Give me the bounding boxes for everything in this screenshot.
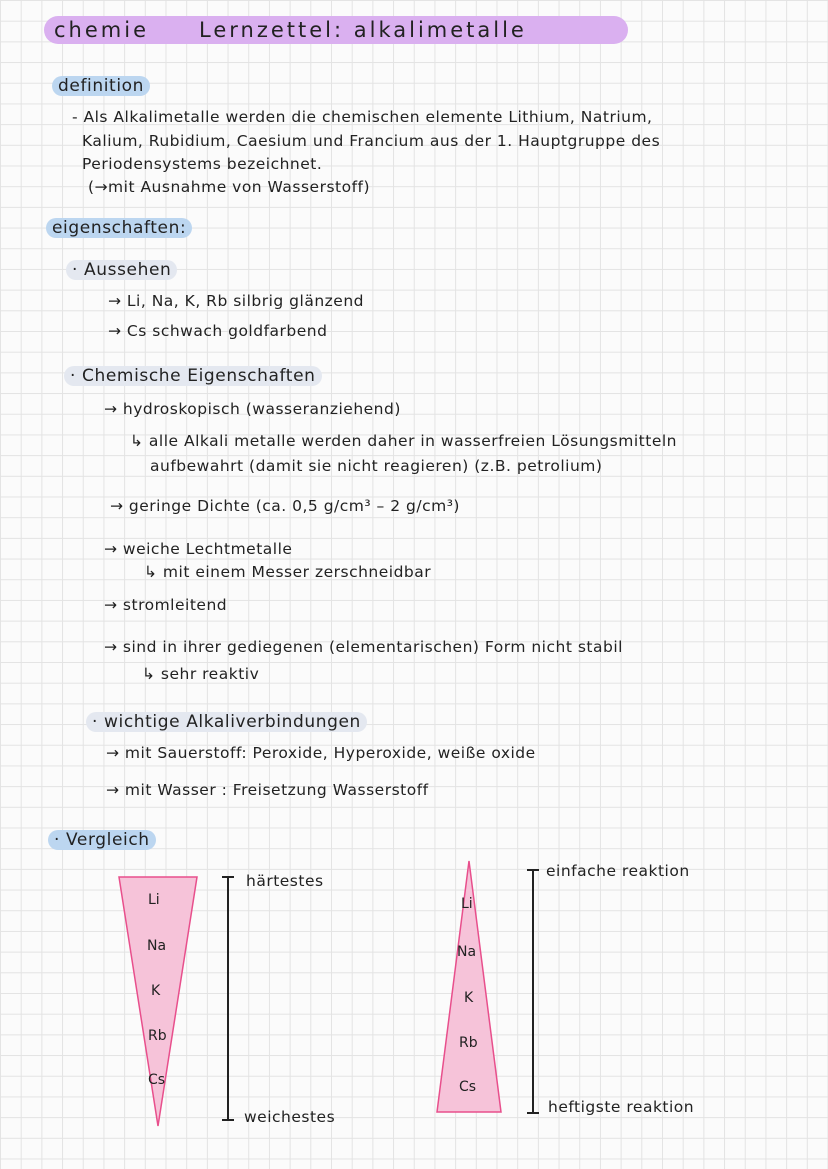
verbindungen-line-2: → mit Wasser : Freisetzung Wasserstoff <box>106 781 429 799</box>
definition-line-4: (→mit Ausnahme von Wasserstoff) <box>88 178 371 196</box>
right-bottom-label: heftigste reaktion <box>548 1098 695 1116</box>
verbindungen-line-1: → mit Sauerstoff: Peroxide, Hyperoxide, weiße oxide <box>106 744 536 762</box>
vergleich-heading: · Vergleich <box>48 830 156 850</box>
chemische-item-2: ↳ alle Alkali metalle werden daher in wasserfreien Lösungsmitteln <box>130 432 677 450</box>
hardness-triangle <box>118 876 198 1128</box>
definition-line-3: Periodensystems bezeichnet. <box>82 155 323 173</box>
left-scale-bottom-tick <box>222 1119 234 1121</box>
left-element-cs: Cs <box>148 1072 166 1088</box>
page-title: Lernzettel: alkalimetalle <box>199 18 527 42</box>
hardness-triangle-shape <box>119 877 197 1126</box>
chemische-item-6: ↳ mit einem Messer zerschneidbar <box>144 563 432 581</box>
right-element-na: Na <box>457 944 477 960</box>
right-element-rb: Rb <box>459 1035 478 1051</box>
chemische-item-9: ↳ sehr reaktiv <box>142 665 260 683</box>
chemische-item-8: → sind in ihrer gediegenen (elementarischen) Form nicht stabil <box>104 638 623 656</box>
chemische-item-1: → hydroskopisch (wasseranziehend) <box>104 400 401 418</box>
definition-line-2: Kalium, Rubidium, Caesium und Francium aus der 1. Hauptgruppe des <box>82 132 661 150</box>
left-bottom-label: weichestes <box>244 1108 336 1126</box>
chemische-item-4: → geringe Dichte (ca. 0,5 g/cm³ – 2 g/cm³) <box>110 497 460 515</box>
left-element-na: Na <box>147 938 167 954</box>
chemische-item-5: → weiche Lechtmetalle <box>104 540 293 558</box>
left-scale-line <box>227 876 229 1120</box>
aussehen-line-2: → Cs schwach goldfarbend <box>108 322 328 340</box>
chemische-item-3: aufbewahrt (damit sie nicht reagieren) (z.B. petrolium) <box>150 457 603 475</box>
left-element-rb: Rb <box>148 1028 167 1044</box>
aussehen-line-1: → Li, Na, K, Rb silbrig glänzend <box>108 292 364 310</box>
left-top-label: härtestes <box>246 872 324 890</box>
right-top-label: einfache reaktion <box>546 862 690 880</box>
right-scale-line <box>532 869 534 1113</box>
definition-line-1: - Als Alkalimetalle werden die chemischen elemente Lithium, Natrium, <box>72 108 653 126</box>
left-element-li: Li <box>148 892 160 908</box>
verbindungen-heading: · wichtige Alkaliverbindungen <box>86 712 367 732</box>
eigenschaften-heading: eigenschaften: <box>46 218 192 238</box>
subject-label: chemie <box>54 18 149 42</box>
definition-heading: definition <box>52 76 150 96</box>
right-scale-bottom-tick <box>527 1112 539 1114</box>
chemische-heading: · Chemische Eigenschaften <box>64 366 322 386</box>
chemische-item-7: → stromleitend <box>104 596 228 614</box>
right-element-cs: Cs <box>459 1079 477 1095</box>
title-banner <box>44 16 628 44</box>
right-element-k: K <box>464 990 474 1006</box>
aussehen-heading: · Aussehen <box>66 260 177 280</box>
left-element-k: K <box>151 983 161 999</box>
right-element-li: Li <box>461 896 473 912</box>
